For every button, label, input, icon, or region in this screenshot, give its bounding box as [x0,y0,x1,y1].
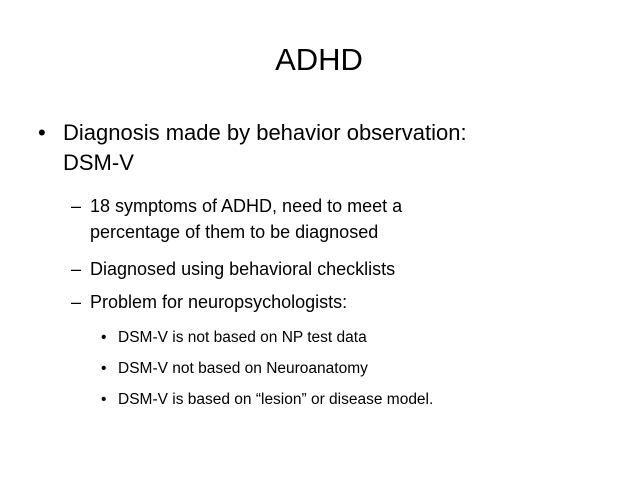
dash-icon: – [71,292,82,312]
main-bullet-text [63,118,598,178]
bullet-icon: • [101,329,107,346]
bullet-icon: • [101,360,107,377]
main-bullet-line-1: Diagnosis made by behavior observation: [63,120,467,145]
sub-sub-bullet-text: DSM-V not based on Neuroanatomy [118,360,368,377]
sub-bullet-line-2: percentage of them to be diagnosed [90,222,379,242]
bullet-icon: • [101,391,107,408]
slide-title: ADHD [275,42,363,77]
sub-sub-bullet-text: DSM-V is not based on NP test data [118,329,367,346]
main-bullet-line-2: DSM-V [63,150,134,175]
sub-bullet-text [90,193,560,245]
bullet-icon: • [38,120,46,145]
dash-icon: – [71,196,82,216]
sub-bullet-text: Problem for neuropsychologists: [90,292,348,312]
sub-sub-bullet-text: DSM-V is based on “lesion” or disease model. [118,391,434,408]
dash-icon: – [71,259,82,279]
sub-bullet-text: Diagnosed using behavioral checklists [90,259,396,279]
sub-bullet-line-1: 18 symptoms of ADHD, need to meet a [90,196,403,216]
